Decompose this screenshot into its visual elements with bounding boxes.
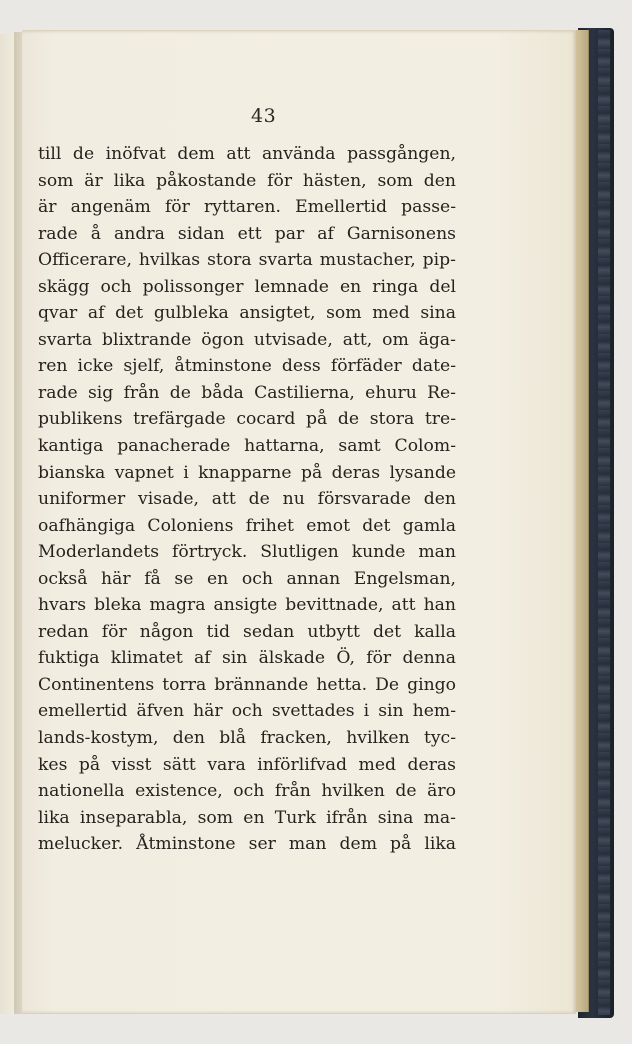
text-line: rade sig från de båda Castilierna, ehuru Re- xyxy=(38,382,456,403)
book-page xyxy=(22,30,576,1014)
text-line: också här få se en och annan Engelsman, xyxy=(38,568,456,589)
text-line: svarta blixtrande ögon utvisade, att, om äga- xyxy=(38,329,456,350)
text-line: Moderlandets förtryck. Slutligen kunde man xyxy=(38,542,456,563)
text-line: fuktiga klimatet af sin älskade Ö, för denna xyxy=(38,648,456,669)
previous-page-edge xyxy=(0,34,15,1014)
text-line: nationella existence, och från hvilken de äro xyxy=(38,781,456,802)
text-line: bianska vapnet i knapparne på deras lysande xyxy=(38,462,456,483)
text-line: redan för någon tid sedan utbytt det kalla xyxy=(38,621,456,642)
text-line: lands-kostym, den blå fracken, hvilken tyc- xyxy=(38,728,456,749)
text-line: ren icke sjelf, åtminstone dess förfäder date- xyxy=(38,356,456,377)
cover-edge xyxy=(598,30,610,1015)
text-line: oafhängiga Coloniens frihet emot det gamla xyxy=(38,515,456,536)
text-line: publikens trefärgade cocard på de stora tre- xyxy=(38,409,456,430)
text-line: lika inseparabla, som en Turk ifrån sina ma- xyxy=(38,807,456,828)
text-line: är angenäm för ryttaren. Emellertid passe- xyxy=(38,197,456,218)
text-line: uniformer visade, att de nu försvarade den xyxy=(38,489,456,510)
text-line: melucker. Åtminstone ser man dem på lika xyxy=(38,834,456,855)
text-line: qvar af det gulbleka ansigtet, som med sina xyxy=(38,303,456,324)
text-line: till de inöfvat dem att använda passgången, xyxy=(38,144,456,164)
text-line: Continentens torra brännande hetta. De gingo xyxy=(38,674,456,695)
text-line: hvars bleka magra ansigte bevittnade, att han xyxy=(38,595,456,616)
text-line: Officerare, hvilkas stora svarta mustacher, pip- xyxy=(38,250,456,271)
text-line: skägg och polissonger lemnade en ringa del xyxy=(38,276,456,297)
text-line: emellertid äfven här och svettades i sin hem- xyxy=(38,701,456,722)
text-line: kes på visst sätt vara införlifvad med deras xyxy=(38,754,456,775)
page-number: 43 xyxy=(251,105,277,127)
text-line: kantiga panacherade hattarna, samt Colom- xyxy=(38,436,456,457)
text-line: rade å andra sidan ett par af Garnisonens xyxy=(38,223,456,244)
page-text xyxy=(38,141,456,858)
text-line: som är lika påkostande för hästen, som den xyxy=(38,170,456,191)
